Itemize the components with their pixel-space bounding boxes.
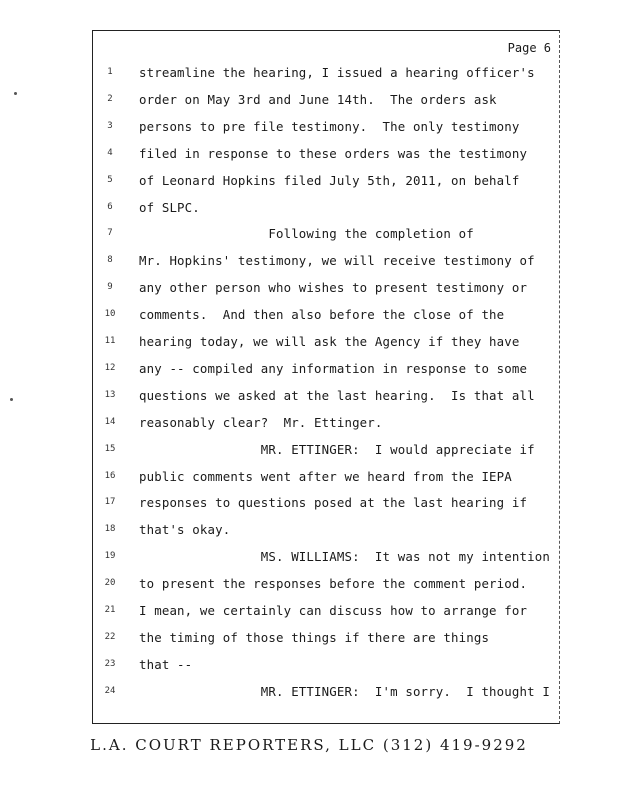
line-text: any -- compiled any information in response to some bbox=[139, 360, 528, 376]
transcript-line bbox=[93, 413, 561, 433]
transcript-line bbox=[93, 359, 561, 379]
line-number: 7 bbox=[107, 228, 113, 239]
line-text: comments. And then also before the close of the bbox=[139, 307, 505, 323]
line-text: reasonably clear? Mr. Ettinger. bbox=[139, 414, 383, 430]
transcript-line bbox=[93, 144, 561, 164]
line-text: order on May 3rd and June 14th. The orders ask bbox=[139, 91, 497, 107]
transcript-line bbox=[93, 198, 561, 218]
line-number: 17 bbox=[104, 497, 116, 508]
transcript-line bbox=[93, 601, 561, 621]
line-text: streamline the hearing, I issued a hearing officer's bbox=[139, 65, 535, 80]
line-number: 5 bbox=[107, 174, 113, 185]
line-number: 24 bbox=[104, 685, 116, 696]
transcript-line bbox=[93, 628, 561, 648]
line-text: MS. WILLIAMS: It was not my intention bbox=[139, 549, 550, 565]
transcript-line bbox=[93, 386, 561, 406]
reporter-footer: L.A. COURT REPORTERS, LLC (312) 419-9292 bbox=[90, 736, 528, 754]
line-text: that's okay. bbox=[139, 522, 231, 538]
line-number: 1 bbox=[107, 67, 113, 77]
line-text: Following the completion of bbox=[139, 226, 474, 242]
transcript-line bbox=[93, 251, 561, 271]
line-number: 13 bbox=[104, 389, 116, 400]
line-text: filed in response to these orders was the testimony bbox=[139, 145, 528, 161]
line-text: MR. ETTINGER: I would appreciate if bbox=[139, 441, 535, 457]
line-text: hearing today, we will ask the Agency if they have bbox=[139, 334, 520, 349]
line-number: 9 bbox=[107, 282, 113, 293]
transcript-line bbox=[93, 278, 561, 298]
page-number: Page 6 bbox=[507, 41, 551, 55]
transcript-line bbox=[93, 574, 561, 594]
transcript-line bbox=[93, 467, 561, 487]
line-number: 16 bbox=[104, 470, 116, 481]
line-number: 20 bbox=[104, 578, 116, 589]
line-text: to present the responses before the comment period. bbox=[139, 576, 528, 592]
line-number: 18 bbox=[104, 524, 116, 535]
transcript-line bbox=[93, 90, 561, 110]
scan-speck bbox=[14, 92, 17, 95]
line-number: 12 bbox=[104, 362, 116, 373]
line-text: persons to pre file testimony. The only testimony bbox=[139, 118, 520, 134]
line-text: Mr. Hopkins' testimony, we will receive testimony of bbox=[139, 253, 535, 269]
line-text: public comments went after we heard from the IEPA bbox=[139, 468, 512, 484]
transcript-line bbox=[93, 520, 561, 540]
transcript-line bbox=[93, 493, 561, 513]
line-text: of SLPC. bbox=[139, 199, 200, 215]
line-number: 21 bbox=[104, 605, 116, 615]
line-text: that -- bbox=[139, 656, 193, 672]
line-number: 2 bbox=[107, 93, 113, 104]
transcript-line bbox=[93, 63, 561, 83]
line-number: 15 bbox=[104, 443, 116, 454]
transcript-page bbox=[92, 30, 560, 724]
line-text: the timing of those things if there are things bbox=[139, 629, 490, 645]
transcript-line bbox=[93, 655, 561, 675]
line-text: any other person who wishes to present testimony or bbox=[139, 280, 528, 296]
line-number: 11 bbox=[104, 336, 116, 346]
transcript-line bbox=[93, 224, 561, 244]
scan-speck bbox=[10, 398, 13, 401]
line-text: MR. ETTINGER: I'm sorry. I thought I bbox=[139, 683, 550, 699]
line-number: 23 bbox=[104, 658, 116, 669]
transcript-line bbox=[93, 332, 561, 352]
transcript-line bbox=[93, 440, 561, 460]
line-number: 3 bbox=[107, 120, 113, 131]
line-text: I mean, we certainly can discuss how to arrange for bbox=[139, 603, 528, 618]
line-text: questions we asked at the last hearing. Is that all bbox=[139, 387, 535, 403]
line-number: 8 bbox=[107, 255, 113, 266]
transcript-line bbox=[93, 682, 561, 702]
transcript-line bbox=[93, 547, 561, 567]
line-number: 22 bbox=[104, 631, 116, 642]
line-text: responses to questions posed at the last hearing if bbox=[139, 495, 528, 511]
line-number: 10 bbox=[104, 309, 116, 320]
transcript-line bbox=[93, 171, 561, 191]
transcript-line bbox=[93, 305, 561, 325]
line-number: 6 bbox=[107, 201, 113, 212]
transcript-line bbox=[93, 117, 561, 137]
line-text: of Leonard Hopkins filed July 5th, 2011, on behalf bbox=[139, 172, 520, 188]
line-number: 19 bbox=[104, 551, 116, 562]
line-number: 14 bbox=[104, 416, 116, 427]
line-number: 4 bbox=[107, 147, 113, 158]
